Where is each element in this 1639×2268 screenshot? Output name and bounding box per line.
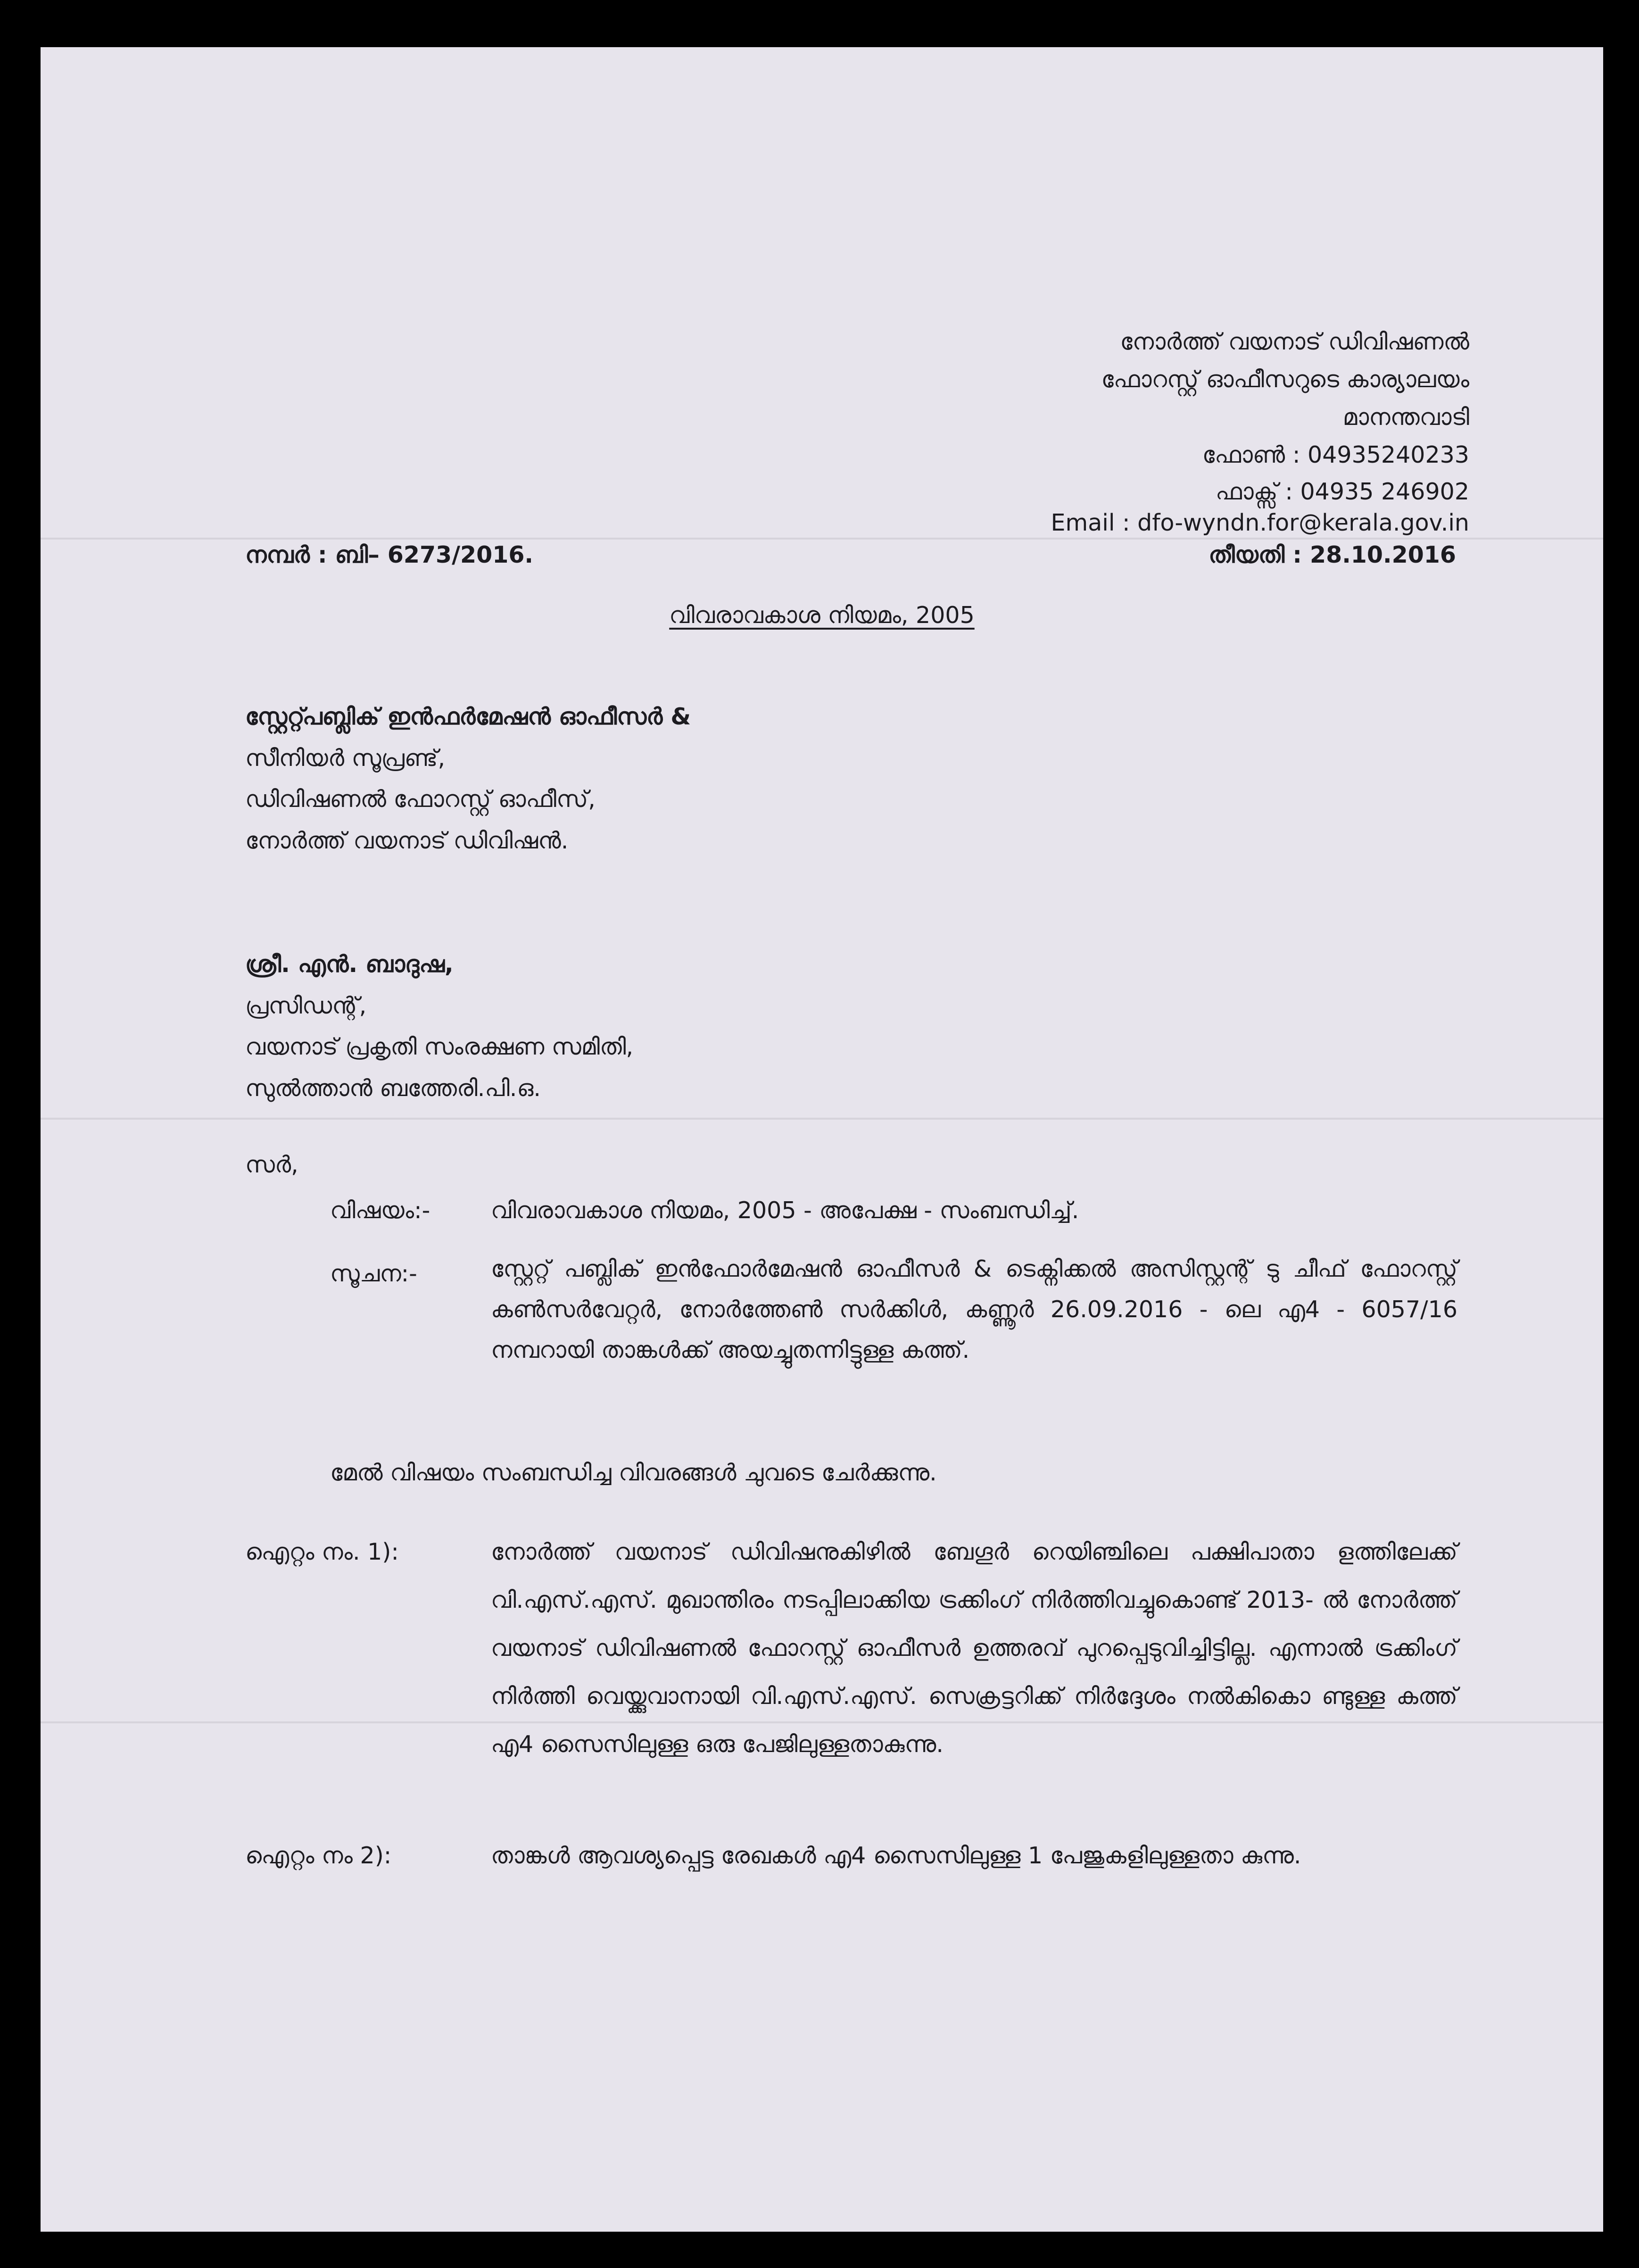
to-line4: സുൽത്താൻ ബത്തേരി.പി.ഒ. [245, 1075, 541, 1102]
fold-line [41, 1118, 1603, 1120]
item-text: നോർത്ത് വയനാട് ഡിവിഷനുകിഴിൽ ബേഗൂർ റെയിഞ്ചിലെ പക്ഷിപാതാ ളത്തിലേക്ക് വി.എസ്.എസ്. മുഖാന്തിരം നടപ്പിലാക്കിയ ട്രക്കിംഗ് നിർത്തിവച്ചുകൊണ്ട് 2013- ൽ നോർത്ത് വയനാട് ഡിവിഷണൽ ഫോറസ്റ്റ് ഓഫീസർ ഉത്തരവ് പുറപ്പെടുവിച്ചിട്ടില്ല. എന്നാൽ ട്രക്കിംഗ് നിർത്തി വെയ്ക്കുവാനായി വി.എസ്.എസ്. സെക്രട്ടറിക്ക് നിർദ്ദേശം നൽകികൊ ണ്ടുള്ള കത്ത് എ4 സൈസിലുള്ള ഒരു പേജിലുള്ളതാകുന്നു. [491, 1538, 1457, 1758]
from-line4: നോർത്ത് വയനാട് ഡിവിഷൻ. [245, 827, 569, 854]
item-label: ഐറ്റം നം 2): [245, 1842, 392, 1869]
office-location: മാനന്തവാടി [1342, 404, 1469, 431]
subject-label: വിഷയം:- [330, 1197, 430, 1224]
from-line2: സീനിയർ സൂപ്രണ്ട്, [245, 745, 446, 772]
item-text: താങ്കൾ ആവശ്യപ്പെട്ട രേഖകൾ എ4 സൈസിലുള്ള 1 പേജുകളിലുള്ളതാ കുന്നു. [491, 1842, 1301, 1869]
salutation: സർ, [245, 1151, 298, 1178]
to-line2: പ്രസിഡന്റ്, [245, 992, 367, 1019]
office-fax: ഫാക്സ് : 04935 246902 [1215, 478, 1469, 505]
to-line3: വയനാട് പ്രകൃതി സംരക്ഷണ സമിതി, [245, 1033, 634, 1060]
office-name-line1: നോർത്ത് വയനാട് ഡിവിഷണൽ [1120, 328, 1469, 355]
letter-date: തീയതി : 28.10.2016 [1209, 541, 1456, 568]
reference-text: സ്റ്റേറ്റ് പബ്ലിക് ഇൻഫോർമേഷൻ ഓഫീസർ & ടെക്നിക്കൽ അസിസ്റ്റന്റ് ടു ചീഫ് ഫോറസ്റ്റ് കൺസർവേറ്റർ, നോർത്തേൺ സർക്കിൾ, കണ്ണൂർ 26.09.2016 - ലെ എ4 - 6057/16 നമ്പറായി താങ്കൾക്ക് അയച്ചുതന്നിട്ടുള്ള കത്ത്. [491, 1255, 1457, 1363]
letter-heading: വിവരാവകാശ നിയമം, 2005 [669, 602, 975, 629]
from-line3: ഡിവിഷണൽ ഫോറസ്റ്റ് ഓഫീസ്, [245, 786, 596, 813]
to-line1: ശ്രീ. എൻ. ബാദുഷ, [245, 951, 454, 978]
intro-line: മേൽ വിഷയം സംബന്ധിച്ച വിവരങ്ങൾ ചുവടെ ചേർക്കുന്നു. [330, 1459, 937, 1486]
reference-label: സൂചന:- [330, 1260, 417, 1287]
office-email: Email : dfo-wyndn.for@kerala.gov.in [1051, 509, 1469, 536]
letter-number: നമ്പർ : ബി– 6273/2016. [245, 541, 534, 568]
office-name-line2: ഫോറസ്റ്റ് ഓഫീസറുടെ കാര്യാലയം [1101, 366, 1469, 393]
fold-line [41, 538, 1603, 540]
from-line1: സ്റ്റേറ്റ്പബ്ലിക് ഇൻഫർമേഷൻ ഓഫീസർ & [245, 703, 691, 730]
letter-page [41, 47, 1603, 2232]
office-phone: ഫോൺ : 04935240233 [1202, 441, 1469, 468]
subject-text: വിവരാവകാശ നിയമം, 2005 - അപേക്ഷ - സംബന്ധിച്ച്. [491, 1197, 1079, 1224]
item-label: ഐറ്റം നം. 1): [245, 1538, 399, 1565]
